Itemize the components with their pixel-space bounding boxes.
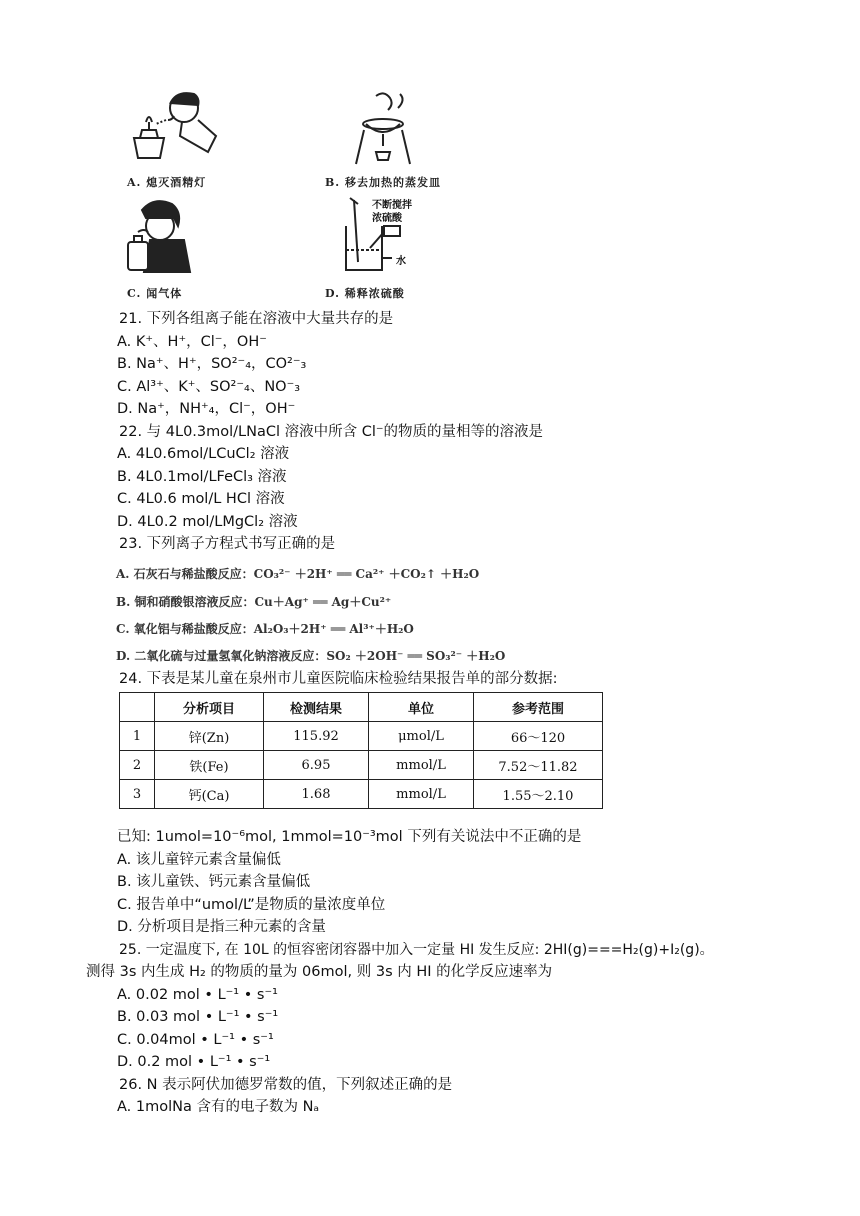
- q25-option-c: C. 0.04mol • L⁻¹ • s⁻¹: [117, 1032, 274, 1048]
- table-cell: 锌(Zn): [155, 722, 264, 751]
- q21-option-b: B. Na⁺、H⁺，SO²⁻₄，CO²⁻₃: [117, 356, 307, 372]
- table-cell: 3: [120, 780, 155, 809]
- q24-option-c: C. 报告单中“umol/L”是物质的量浓度单位: [117, 897, 386, 913]
- q23-option-b: B. 铜和硝酸银溶液反应：Cu＋Ag⁺ ══ Ag＋Cu²⁺: [116, 595, 392, 609]
- table-cell: mmol/L: [369, 751, 474, 780]
- q25-option-d: D. 0.2 mol • L⁻¹ • s⁻¹: [117, 1054, 271, 1070]
- q23-option-c: C. 氧化铝与稀盐酸反应：Al₂O₃＋2H⁺ ══ Al³⁺＋H₂O: [116, 622, 414, 636]
- figure-b-caption: B. 移去加热的蒸发皿: [325, 176, 441, 189]
- table-cell: 1.55～2.10: [474, 780, 603, 809]
- figure-c-caption: C. 闻气体: [127, 287, 183, 300]
- table-row: [120, 780, 603, 809]
- q23-stem: 23. 下列离子方程式书写正确的是: [119, 536, 336, 552]
- figure-b-evaporating-dish: [350, 90, 420, 168]
- figure-d-water-label: 水: [396, 256, 406, 267]
- q21-option-c: C. Al³⁺、K⁺、SO²⁻₄、NO⁻₃: [117, 379, 301, 395]
- lab-results-table: [119, 692, 603, 809]
- table-cell: 钙(Ca): [155, 780, 264, 809]
- q25-stem-line1: 25. 一定温度下, 在 10L 的恒容密闭容器中加入一定量 HI 发生反应: 2HI(g)===H₂(g)+I₂(g)。: [119, 942, 714, 958]
- q21-stem: 21. 下列各组离子能在溶液中大量共存的是: [119, 311, 394, 327]
- table-cell: μmol/L: [369, 722, 474, 751]
- q22-stem: 22. 与 4L0.3mol/LNaCl 溶液中所含 Cl⁻的物质的量相等的溶液是: [119, 424, 544, 440]
- table-cell: 1: [120, 722, 155, 751]
- table-header: 分析项目: [155, 693, 264, 722]
- table-cell: 66～120: [474, 722, 603, 751]
- figure-a-caption: A. 熄灭酒精灯: [127, 176, 207, 189]
- table-cell: 铁(Fe): [155, 751, 264, 780]
- table-header: 单位: [369, 693, 474, 722]
- q21-option-a: A. K⁺、H⁺，Cl⁻，OH⁻: [117, 334, 267, 350]
- figure-a-extinguish-lamp: [124, 86, 224, 166]
- q25-option-a: A. 0.02 mol • L⁻¹ • s⁻¹: [117, 987, 278, 1003]
- table-cell: 6.95: [264, 751, 369, 780]
- q24-option-d: D. 分析项目是指三种元素的含量: [117, 919, 326, 935]
- table-row: [120, 722, 603, 751]
- q25-option-b: B. 0.03 mol • L⁻¹ • s⁻¹: [117, 1009, 279, 1025]
- table-cell: 1.68: [264, 780, 369, 809]
- q24-option-b: B. 该儿童铁、钙元素含量偏低: [117, 874, 311, 890]
- table-cell: mmol/L: [369, 780, 474, 809]
- q24-option-a: A. 该儿童锌元素含量偏低: [117, 852, 281, 868]
- q25-stem-line2: 测得 3s 内生成 H₂ 的物质的量为 06mol, 则 3s 内 HI 的化学反应速率为: [86, 964, 553, 980]
- table-header: 参考范围: [474, 693, 603, 722]
- table-cell: 7.52～11.82: [474, 751, 603, 780]
- figure-c-smell-gas: [124, 196, 194, 274]
- q22-option-a: A. 4L0.6mol/LCuCl₂ 溶液: [117, 446, 290, 462]
- q23-option-d: D. 二氧化硫与过量氢氧化钠溶液反应：SO₂ ＋2OH⁻ ══ SO₃²⁻ ＋H₂O: [116, 649, 506, 663]
- q22-option-c: C. 4L0.6 mol/L HCl 溶液: [117, 491, 285, 507]
- q22-option-d: D. 4L0.2 mol/LMgCl₂ 溶液: [117, 514, 298, 530]
- q23-option-a: A. 石灰石与稀盐酸反应：CO₃²⁻ ＋2H⁺ ══ Ca²⁺ ＋CO₂↑ ＋H₂O: [116, 567, 480, 581]
- table-cell: 115.92: [264, 722, 369, 751]
- q26-option-a: A. 1molNa 含有的电子数为 Nₐ: [117, 1099, 320, 1115]
- q22-option-b: B. 4L0.1mol/LFeCl₃ 溶液: [117, 469, 287, 485]
- table-cell: 2: [120, 751, 155, 780]
- q24-note: 已知: 1umol=10⁻⁶mol, 1mmol=10⁻³mol 下列有关说法中不正确的是: [117, 829, 582, 845]
- table-header-row: [120, 693, 603, 722]
- q21-option-d: D. Na⁺，NH⁺₄，Cl⁻，OH⁻: [117, 401, 296, 417]
- table-row: [120, 751, 603, 780]
- table-header: [120, 693, 155, 722]
- figure-d-caption: D. 稀释浓硫酸: [325, 287, 405, 300]
- q26-stem: 26. N 表示阿伏加德罗常数的值，下列叙述正确的是: [119, 1077, 453, 1093]
- figure-d-stir-label: 不断搅拌: [372, 200, 412, 211]
- table-header: 检测结果: [264, 693, 369, 722]
- q24-stem: 24. 下表是某儿童在泉州市儿童医院临床检验结果报告单的部分数据:: [119, 671, 558, 687]
- figure-d-acid-label: 浓硫酸: [372, 213, 402, 224]
